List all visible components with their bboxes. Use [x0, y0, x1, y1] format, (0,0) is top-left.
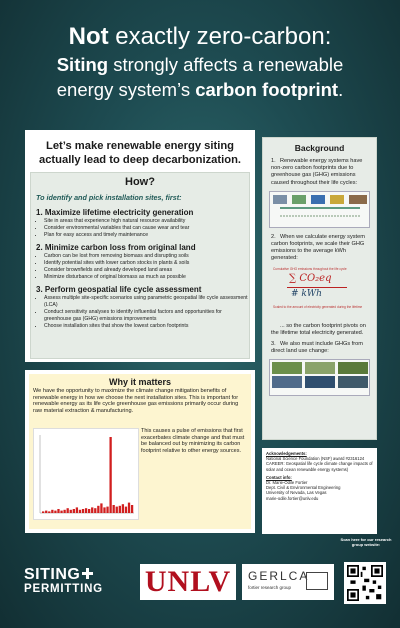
- chart-bar: [122, 504, 124, 513]
- permitting-word: PERMITTING: [24, 583, 103, 595]
- item-text: We also must include GHGs from direct land use change:: [271, 341, 363, 355]
- background-heading: Background: [294, 143, 345, 153]
- chart-bar: [54, 511, 56, 513]
- fraction-bar: [287, 287, 347, 288]
- section-title: 3. Perform geospatial life cycle assessment: [36, 285, 202, 294]
- chart-bar: [109, 437, 111, 513]
- bullet: • Conduct sensitivity analyses to identify influential factors and opportunities for greenhouse gas (GHG) emissions improvements: [44, 309, 249, 323]
- land-use-photo-grid: [270, 360, 371, 390]
- chart-bar: [79, 510, 81, 513]
- how-section: [30, 172, 250, 359]
- why-inner: [29, 374, 251, 529]
- chart-bar: [131, 505, 133, 513]
- scan-caption: Scan here for our research group website:: [340, 537, 392, 547]
- bullet: • Plan for easy access and timely maintenance: [44, 232, 249, 239]
- land-use-photos: [269, 359, 370, 396]
- poster-title: [10, 22, 390, 102]
- chart-bar: [100, 503, 102, 513]
- main-panel: [25, 130, 255, 362]
- bullet: • Identify potential sites with lower carbon stocks in plants & soils: [44, 260, 249, 267]
- background-item: [263, 155, 376, 188]
- item-text: When we calculate energy system carbon footprints, we scale their GHG emissions to the average kWh generated:: [271, 233, 365, 262]
- chart-bar: [82, 509, 84, 513]
- stage-box: [273, 195, 287, 204]
- section-bullets: [31, 295, 249, 330]
- stage-box: [292, 195, 306, 204]
- why-paragraph: We have the opportunity to maximize the climate change mitigation benefits of renewable energy in how we choose the next installation sites. This is important for renewable energy as its life cycle greenhouse gas emissions primarily occur during raw material extraction & manufacturing.: [33, 388, 239, 414]
- why-heading: Why it matters: [108, 377, 171, 387]
- contact-univ: University of Nevada, Las Vegas: [266, 490, 327, 496]
- stage-box: [330, 195, 344, 204]
- title-line2: strongly affects a renewable: [108, 54, 344, 75]
- bullet: • Carbon can be lost from removing biomass and disrupting soils: [44, 253, 249, 260]
- chart-bar: [57, 509, 59, 513]
- siting-permitting-logo: [24, 566, 103, 596]
- title-line1: exactly zero-carbon:: [108, 23, 332, 50]
- background-item: [263, 231, 376, 264]
- equation-denominator: # kWh: [291, 288, 322, 299]
- plus-icon: [82, 568, 93, 579]
- gerlca-word: GERLCA: [248, 569, 310, 583]
- bullet: • Consider environmental variables that can cause wear and tear: [44, 225, 249, 232]
- photo: [272, 376, 302, 388]
- chart-bar: [128, 503, 130, 513]
- bullet: • Choose installation sites that show the lowest carbon footprints: [44, 323, 249, 330]
- chart-bar: [76, 507, 78, 513]
- equation-numerator: ∑ CO₂eq: [289, 272, 332, 284]
- siting-word: SITING: [24, 566, 81, 583]
- item-number: 2.: [271, 233, 276, 240]
- gerlca-subtitle: fortier research group: [248, 585, 292, 590]
- chart-bar: [106, 507, 108, 513]
- contact-heading: Contact info:: [266, 474, 292, 480]
- chart-bar: [91, 507, 93, 513]
- gerlca-logo: [242, 564, 334, 600]
- title-period: .: [338, 79, 344, 100]
- bullet: • Consider brownfields and already developed land areas: [44, 267, 249, 274]
- how-subheading: To identify and pick installation sites, first:: [36, 193, 182, 202]
- ack-text: National Science Foundation (NSF) award #2316124 CAREER: Geospatial life cycle climate change impacts of solar and ocean renewable energy systems): [266, 456, 373, 472]
- life-cycle-figure: [269, 191, 370, 228]
- equation-note-bottom: Scaled to the amount of electricity generated during the lifetime: [273, 304, 363, 309]
- bullet: • Site in areas that experience high natural resource availability: [44, 218, 249, 225]
- acknowledgements-panel: [262, 448, 377, 534]
- bullet: • Assess multiple site-specific scenarios using parametric geospatial life cycle assessment (LCA): [44, 295, 249, 309]
- photo: [272, 362, 302, 374]
- why-it-matters-panel: [25, 370, 255, 533]
- chart-bar: [88, 509, 90, 513]
- qr-code[interactable]: [344, 562, 386, 604]
- intro-statement: Let’s make renewable energy siting actually lead to deep decarbonization.: [38, 140, 242, 166]
- chart-bar: [70, 510, 72, 513]
- photo: [338, 362, 368, 374]
- background-item: [263, 338, 376, 356]
- chart-bar: [103, 507, 105, 513]
- chart-bar: [51, 510, 53, 513]
- section-bullets: [31, 218, 249, 239]
- contact-email[interactable]: marie-odile.fortier@unlv.edu: [266, 495, 319, 501]
- contact-dept: Dept. Civil & Environmental Engineering: [266, 485, 341, 491]
- emissions-chart: [33, 428, 139, 520]
- emissions-bar-chart: [34, 429, 138, 519]
- photo: [338, 376, 368, 388]
- section-title: 2. Minimize carbon loss from original land: [36, 243, 196, 252]
- chart-bar: [42, 511, 44, 513]
- section-title: 1. Maximize lifetime electricity generation: [36, 208, 194, 217]
- section-bullets: [31, 253, 249, 281]
- carbon-footprint-equation: [269, 267, 370, 317]
- photo: [305, 376, 335, 388]
- title-emphasis: carbon footprint: [195, 79, 339, 100]
- title-emphasis: Siting: [56, 54, 109, 75]
- stage-box: [349, 195, 367, 204]
- chart-bar: [116, 507, 118, 513]
- contact-name: Dr. Marie-Odile Fortier: [266, 480, 308, 486]
- monitor-icon: [306, 572, 328, 590]
- logo-bar: [0, 560, 400, 620]
- why-side-text: This causes a pulse of emissions that first exacerbates climate change and that must be balanced out by minimizing its carbon footprint relative to other energy sources.: [141, 428, 245, 455]
- stage-box: [311, 195, 325, 204]
- chart-bar: [48, 511, 50, 513]
- chart-bar: [119, 506, 121, 513]
- photo: [305, 362, 335, 374]
- item-number: 3.: [271, 341, 276, 348]
- bullet: • Minimize disturbance of original biomass as much as possible: [44, 274, 249, 281]
- chart-bar: [85, 508, 87, 513]
- chart-bar: [73, 509, 75, 513]
- chart-bar: [45, 511, 47, 513]
- chart-bar: [63, 510, 65, 513]
- background-item: [263, 320, 376, 338]
- chart-bar: [67, 508, 69, 513]
- how-heading: How?: [125, 176, 155, 188]
- ack-heading: Acknowledgements:: [266, 451, 307, 456]
- chart-bar: [60, 511, 62, 513]
- item-text: Renewable energy systems have non-zero carbon footprints due to greenhouse gas (GHG) emissions caused throughout their life cycles:: [271, 158, 363, 186]
- background-panel: [262, 137, 377, 440]
- life-cycle-diagram: [270, 192, 371, 222]
- equation-note-top: Cumulative GHG emissions throughout the life cycle: [273, 266, 347, 271]
- unlv-logo: UNLV: [140, 564, 236, 600]
- item-text: ... so the carbon footprint pivots on the lifetime total electricity generated.: [271, 322, 366, 336]
- chart-bar: [125, 507, 127, 513]
- item-number: 1.: [271, 158, 276, 164]
- title-emphasis: Not: [68, 23, 109, 50]
- chart-bar: [97, 506, 99, 513]
- chart-bar: [113, 505, 115, 513]
- title-line3: energy system’s: [56, 79, 196, 100]
- chart-bar: [94, 508, 96, 513]
- qr-code-icon: [347, 565, 383, 601]
